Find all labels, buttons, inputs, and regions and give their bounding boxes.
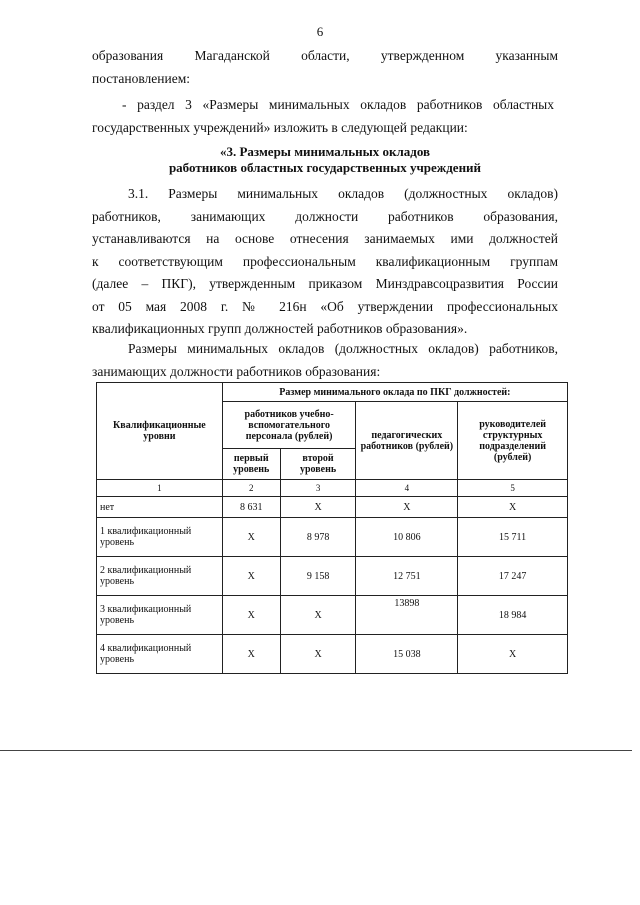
section-heading [92,144,558,176]
paragraph-3-1-line-5: (далее – ПКГ), утвержденным приказом Минздравсоцразвития России [92,276,558,291]
instruction-paragraph [92,93,554,139]
row-level: 3 квалификационный уровень [97,596,223,635]
table-row [97,497,568,518]
row-teachers-value: 10 806 [356,518,458,557]
row-level: 4 квалификационный уровень [97,635,223,674]
bottom-divider [0,750,632,751]
paragraph-3-1-line-2: работников, занимающих должности работников образования, [92,208,558,224]
intro-line-2: постановлением: [92,71,190,86]
row-second-level-value: 9 158 [280,557,356,596]
header-support-staff: работников учебно-вспомогательного персонала (рублей) [222,402,356,449]
table-row [97,518,568,557]
table-row [97,635,568,674]
paragraph-3-1-line-1: 3.1. Размеры минимальных окладов (должностных окладов) [128,186,558,201]
instruction-line-1: - раздел 3 «Размеры минимальных окладов работников областных [122,97,554,112]
header-min-salary: Размер минимального оклада по ПКГ должностей: [222,383,567,402]
paragraph-3-1-line-7: квалификационных групп должностей работников образования». [92,321,468,336]
row-second-level-value: Х [280,596,356,635]
row-level: 2 квалификационный уровень [97,557,223,596]
row-first-level-value: Х [222,518,280,557]
intro-line-1: образования Магаданской области, утвержденном указанным [92,48,558,63]
header-teachers: педагогических работников (рублей) [356,402,458,480]
row-second-level-value: 8 978 [280,518,356,557]
row-first-level-value: Х [222,596,280,635]
table-intro-line-1: Размеры минимальных окладов (должностных окладов) работников, [128,341,558,356]
column-number: 2 [222,480,280,497]
row-teachers-value: 13898 [356,596,458,635]
row-level: 1 квалификационный уровень [97,518,223,557]
page-number: 6 [316,24,324,39]
row-heads-value: Х [458,497,568,518]
row-second-level-value: Х [280,635,356,674]
table-row [97,596,568,635]
table-intro-line-2: занимающих должности работников образования: [92,364,381,379]
table-intro [92,337,558,383]
paragraph-3-1 [92,183,558,341]
salary-table [96,382,568,674]
paragraph-3-1-line-6: от 05 мая 2008 г. № 216н «Об утверждении профессиональных [92,298,558,314]
row-heads-value: Х [458,635,568,674]
header-qualification-levels: Квалификационные уровни [97,383,223,480]
row-teachers-value: Х [356,497,458,518]
row-first-level-value: Х [222,635,280,674]
row-first-level-value: Х [222,557,280,596]
row-level: нет [97,497,223,518]
paragraph-3-1-line-4: к соответствующим профессиональным квалификационным группам [92,253,558,269]
column-number: 1 [97,480,223,497]
header-department-heads: руководителей структурных подразделений (рублей) [458,402,568,480]
row-heads-value: 17 247 [458,557,568,596]
section-heading-line-2: работников областных государственных учреждений [168,160,482,175]
table-row [97,557,568,596]
row-teachers-value: 12 751 [356,557,458,596]
row-teachers-value: 15 038 [356,635,458,674]
header-second-level: второй уровень [280,449,356,480]
instruction-line-2: государственных учреждений» изложить в следующей редакции: [92,120,468,135]
paragraph-3-1-line-3: устанавливаются на основе отнесения занимаемых ими должностей [92,231,558,246]
row-second-level-value: Х [280,497,356,518]
column-number-row [97,480,568,497]
row-heads-value: 15 711 [458,518,568,557]
column-number: 4 [356,480,458,497]
header-first-level: первый уровень [222,449,280,480]
intro-paragraph [92,44,558,90]
section-heading-line-1: «3. Размеры минимальных окладов [219,144,431,159]
row-first-level-value: 8 631 [222,497,280,518]
row-heads-value: 18 984 [458,596,568,635]
column-number: 5 [458,480,568,497]
column-number: 3 [280,480,356,497]
